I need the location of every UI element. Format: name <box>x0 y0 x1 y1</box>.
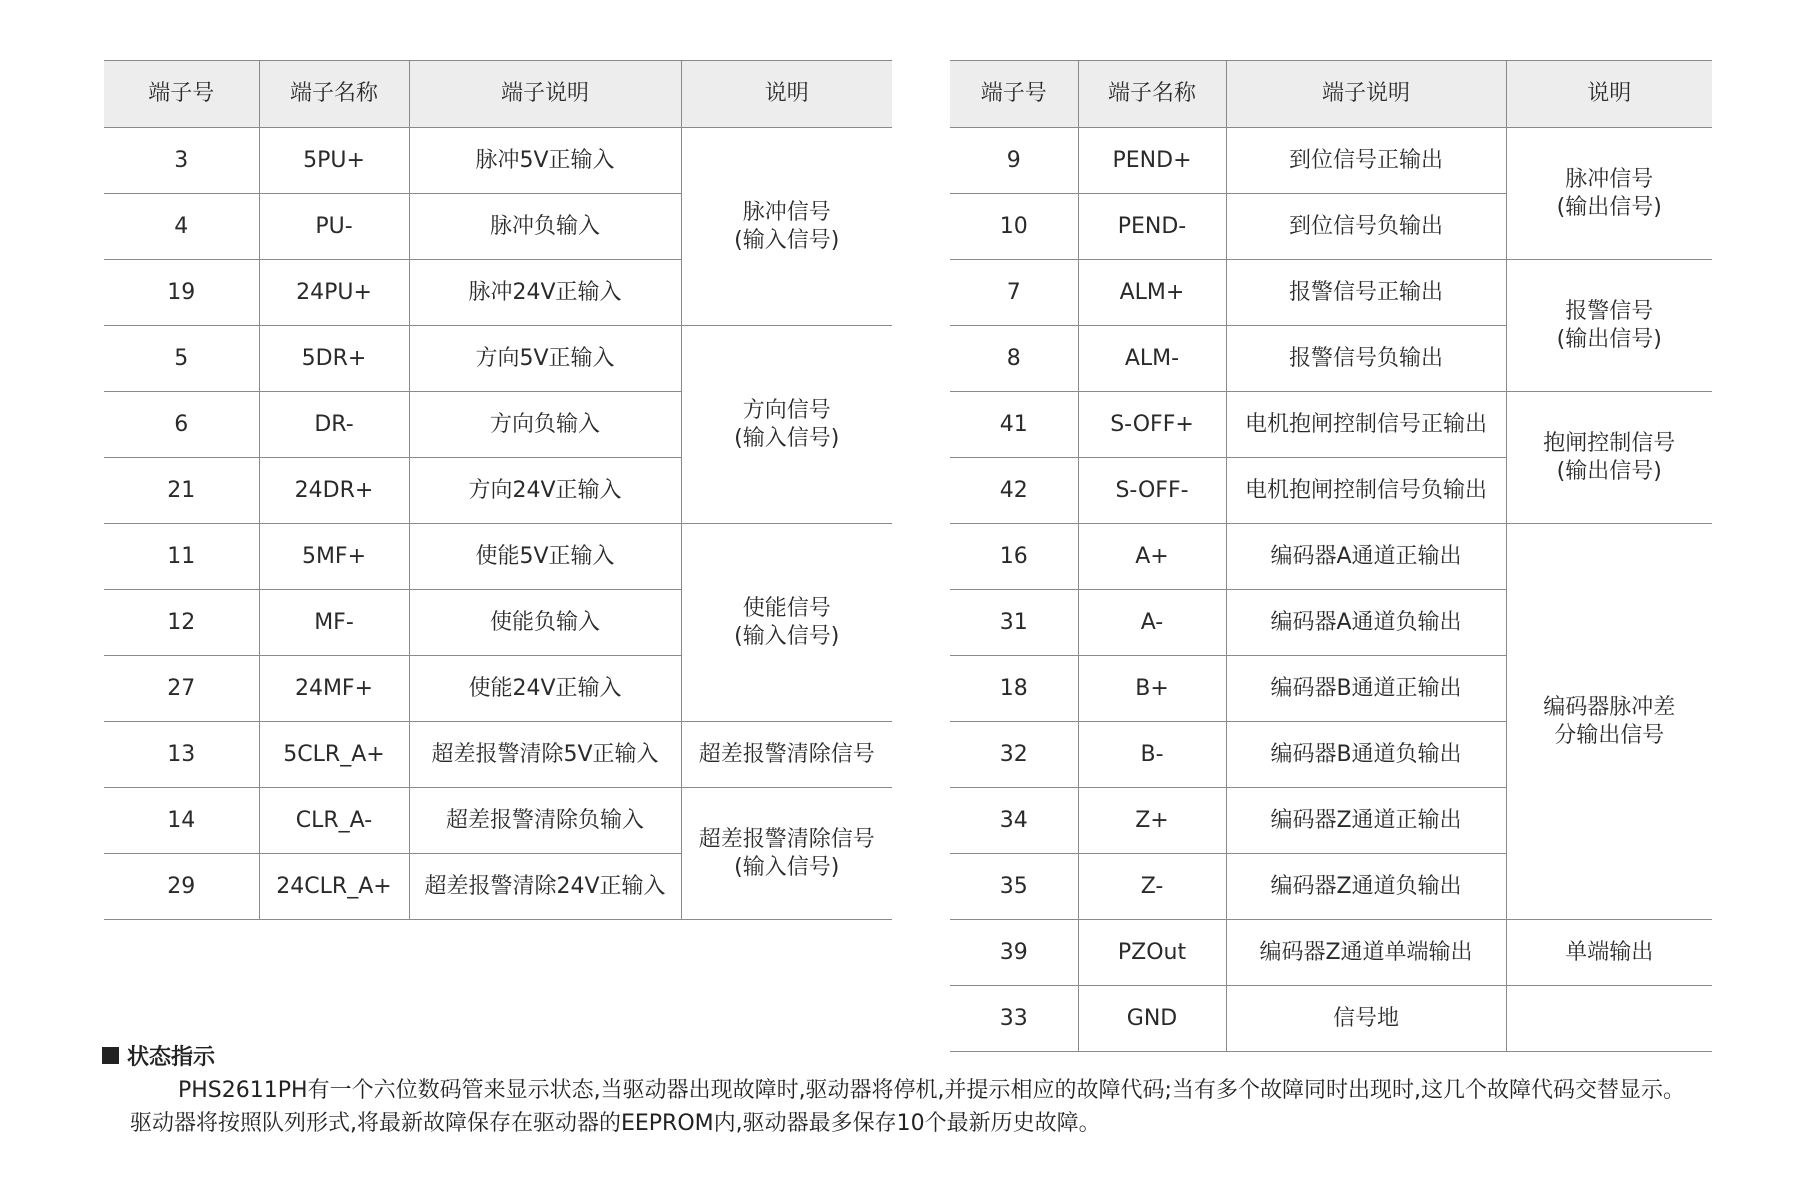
header-terminal-name: 端子名称 <box>1078 61 1226 128</box>
terminal-no-cell: 29 <box>104 854 259 920</box>
table-row <box>104 326 892 392</box>
status-heading-text: 状态指示 <box>127 1045 216 1070</box>
terminal-no-cell: 32 <box>950 722 1078 788</box>
terminal-name-cell: 24DR+ <box>259 458 409 524</box>
signal-group-cell: 报警信号 (输出信号) <box>1506 260 1712 392</box>
signal-group-cell: 单端输出 <box>1506 920 1712 986</box>
terminal-desc-cell: 编码器Z通道正输出 <box>1226 788 1506 854</box>
table-header-row <box>950 61 1712 128</box>
terminal-name-cell: CLR_A- <box>259 788 409 854</box>
table-row <box>950 986 1712 1052</box>
terminal-no-cell: 18 <box>950 656 1078 722</box>
terminal-desc-cell: 方向负输入 <box>409 392 681 458</box>
terminal-desc-cell: 方向24V正输入 <box>409 458 681 524</box>
terminal-no-cell: 9 <box>950 128 1078 194</box>
header-terminal-desc: 端子说明 <box>1226 61 1506 128</box>
signal-group-cell: 使能信号 (输入信号) <box>681 524 892 722</box>
terminal-no-cell: 27 <box>104 656 259 722</box>
table-row <box>104 722 892 788</box>
terminal-desc-cell: 编码器A通道正输出 <box>1226 524 1506 590</box>
terminal-desc-cell: 报警信号负输出 <box>1226 326 1506 392</box>
header-note: 说明 <box>681 61 892 128</box>
terminal-name-cell: S-OFF- <box>1078 458 1226 524</box>
signal-group-cell <box>1506 986 1712 1052</box>
terminal-name-cell: S-OFF+ <box>1078 392 1226 458</box>
terminal-name-cell: 24PU+ <box>259 260 409 326</box>
terminal-no-cell: 19 <box>104 260 259 326</box>
status-paragraph: PHS2611PH有一个六位数码管来显示状态,当驱动器出现故障时,驱动器将停机,并提示相应的故障代码;当有多个故障同时出现时,这几个故障代码交替显示。驱动器将按照队列形式,将最新故障保存在驱动器的EEPROM内,驱动器最多保存10个最新历史故障。 <box>130 1078 1685 1136</box>
terminal-desc-cell: 超差报警清除负输入 <box>409 788 681 854</box>
terminal-no-cell: 33 <box>950 986 1078 1052</box>
terminal-name-cell: 5MF+ <box>259 524 409 590</box>
terminal-no-cell: 4 <box>104 194 259 260</box>
terminal-no-cell: 8 <box>950 326 1078 392</box>
terminal-name-cell: Z+ <box>1078 788 1226 854</box>
terminal-desc-cell: 超差报警清除24V正输入 <box>409 854 681 920</box>
terminal-no-cell: 21 <box>104 458 259 524</box>
signal-group-cell: 超差报警清除信号 <box>681 722 892 788</box>
terminal-desc-cell: 报警信号正输出 <box>1226 260 1506 326</box>
table-row <box>104 128 892 194</box>
terminal-no-cell: 34 <box>950 788 1078 854</box>
signal-group-cell: 抱闸控制信号 (输出信号) <box>1506 392 1712 524</box>
terminal-desc-cell: 脉冲负输入 <box>409 194 681 260</box>
signal-group-cell: 编码器脉冲差 分输出信号 <box>1506 524 1712 920</box>
table-row <box>104 524 892 590</box>
terminal-desc-cell: 方向5V正输入 <box>409 326 681 392</box>
terminal-name-cell: PEND- <box>1078 194 1226 260</box>
left-pin-table <box>104 60 892 920</box>
terminal-name-cell: 24MF+ <box>259 656 409 722</box>
table-row <box>950 524 1712 590</box>
terminal-name-cell: PU- <box>259 194 409 260</box>
terminal-desc-cell: 编码器B通道正输出 <box>1226 656 1506 722</box>
terminal-name-cell: PEND+ <box>1078 128 1226 194</box>
terminal-no-cell: 12 <box>104 590 259 656</box>
terminal-desc-cell: 编码器Z通道单端输出 <box>1226 920 1506 986</box>
terminal-name-cell: 5CLR_A+ <box>259 722 409 788</box>
terminal-no-cell: 6 <box>104 392 259 458</box>
terminal-no-cell: 39 <box>950 920 1078 986</box>
table-row <box>950 128 1712 194</box>
terminal-no-cell: 41 <box>950 392 1078 458</box>
left-table-body <box>104 128 892 920</box>
right-pin-table <box>950 60 1712 1052</box>
terminal-name-cell: MF- <box>259 590 409 656</box>
header-terminal-name: 端子名称 <box>259 61 409 128</box>
terminal-name-cell: B+ <box>1078 656 1226 722</box>
terminal-no-cell: 11 <box>104 524 259 590</box>
header-terminal-no: 端子号 <box>104 61 259 128</box>
terminal-name-cell: 5DR+ <box>259 326 409 392</box>
terminal-no-cell: 35 <box>950 854 1078 920</box>
table-row <box>104 788 892 854</box>
terminal-name-cell: PZOut <box>1078 920 1226 986</box>
signal-group-cell: 超差报警清除信号 (输入信号) <box>681 788 892 920</box>
terminal-desc-cell: 编码器Z通道负输出 <box>1226 854 1506 920</box>
terminal-desc-cell: 电机抱闸控制信号正输出 <box>1226 392 1506 458</box>
terminal-name-cell: Z- <box>1078 854 1226 920</box>
terminal-no-cell: 13 <box>104 722 259 788</box>
terminal-name-cell: A+ <box>1078 524 1226 590</box>
terminal-no-cell: 5 <box>104 326 259 392</box>
terminal-desc-cell: 编码器A通道负输出 <box>1226 590 1506 656</box>
terminal-name-cell: ALM+ <box>1078 260 1226 326</box>
terminal-desc-cell: 使能5V正输入 <box>409 524 681 590</box>
table-row <box>950 260 1712 326</box>
terminal-desc-cell: 超差报警清除5V正输入 <box>409 722 681 788</box>
header-terminal-desc: 端子说明 <box>409 61 681 128</box>
terminal-desc-cell: 使能24V正输入 <box>409 656 681 722</box>
terminal-desc-cell: 脉冲5V正输入 <box>409 128 681 194</box>
signal-group-cell: 脉冲信号 (输出信号) <box>1506 128 1712 260</box>
header-terminal-no: 端子号 <box>950 61 1078 128</box>
terminal-no-cell: 7 <box>950 260 1078 326</box>
terminal-no-cell: 16 <box>950 524 1078 590</box>
terminal-name-cell: ALM- <box>1078 326 1226 392</box>
terminal-name-cell: A- <box>1078 590 1226 656</box>
table-row <box>950 920 1712 986</box>
terminal-name-cell: GND <box>1078 986 1226 1052</box>
terminal-no-cell: 31 <box>950 590 1078 656</box>
terminal-desc-cell: 到位信号正输出 <box>1226 128 1506 194</box>
terminal-no-cell: 10 <box>950 194 1078 260</box>
terminal-desc-cell: 使能负输入 <box>409 590 681 656</box>
terminal-name-cell: DR- <box>259 392 409 458</box>
table-header-row <box>104 61 892 128</box>
table-row <box>950 392 1712 458</box>
header-note: 说明 <box>1506 61 1712 128</box>
terminal-no-cell: 3 <box>104 128 259 194</box>
square-bullet-icon <box>102 1047 119 1064</box>
terminal-no-cell: 42 <box>950 458 1078 524</box>
terminal-desc-cell: 信号地 <box>1226 986 1506 1052</box>
terminal-no-cell: 14 <box>104 788 259 854</box>
terminal-desc-cell: 脉冲24V正输入 <box>409 260 681 326</box>
terminal-desc-cell: 电机抱闸控制信号负输出 <box>1226 458 1506 524</box>
terminal-name-cell: B- <box>1078 722 1226 788</box>
terminal-name-cell: 5PU+ <box>259 128 409 194</box>
right-table-body <box>950 128 1712 1052</box>
terminal-desc-cell: 编码器B通道负输出 <box>1226 722 1506 788</box>
terminal-name-cell: 24CLR_A+ <box>259 854 409 920</box>
signal-group-cell: 方向信号 (输入信号) <box>681 326 892 524</box>
signal-group-cell: 脉冲信号 (输入信号) <box>681 128 892 326</box>
status-section-heading <box>102 1040 215 1071</box>
terminal-desc-cell: 到位信号负输出 <box>1226 194 1506 260</box>
